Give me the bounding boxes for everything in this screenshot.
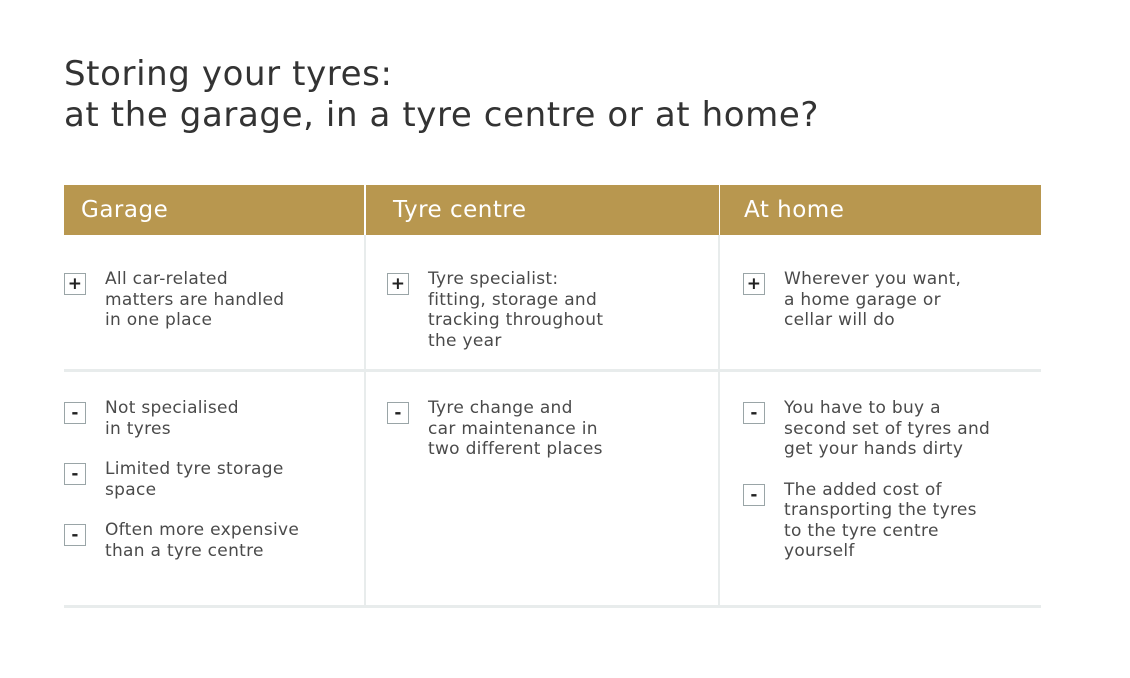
minus-icon: - <box>64 402 86 424</box>
column-header-garage: Garage <box>64 185 364 235</box>
page-title-line-2: at the garage, in a tyre centre or at home? <box>64 95 820 135</box>
pros-cell-at-home <box>743 269 1038 351</box>
column-divider <box>364 235 366 608</box>
cons-cell-garage <box>64 398 354 581</box>
page-title-line-1: Storing your tyres: <box>64 54 393 94</box>
page-title <box>64 54 819 136</box>
con-item-text: You have to buy a second set of tyres and get your hands dirty <box>784 398 991 459</box>
minus-icon: - <box>387 402 409 424</box>
pro-item <box>743 269 1038 331</box>
pros-cell-garage <box>64 269 354 351</box>
minus-icon: - <box>743 402 765 424</box>
cons-cell-at-home <box>743 398 1038 582</box>
con-item <box>743 480 1038 562</box>
cons-cell-tyre-centre <box>387 398 707 480</box>
column-header-at-home: At home <box>720 185 1041 235</box>
con-item-text: Often more expensive than a tyre centre <box>105 520 300 561</box>
plus-icon: + <box>387 273 409 295</box>
pro-item <box>64 269 354 331</box>
minus-icon: - <box>64 524 86 546</box>
column-header-tyre-centre: Tyre centre <box>366 185 719 235</box>
con-item <box>64 398 354 439</box>
con-item-text: Tyre change and car maintenance in two different places <box>428 398 603 459</box>
con-item <box>387 398 707 460</box>
pro-item-text: Wherever you want, a home garage or cellar will do <box>784 269 962 330</box>
comparison-table <box>64 185 1041 608</box>
plus-icon: + <box>64 273 86 295</box>
table-bottom-border <box>64 605 1041 608</box>
minus-icon: - <box>64 463 86 485</box>
pro-item-text: Tyre specialist: fitting, storage and tracking throughout the year <box>428 269 604 351</box>
con-item <box>743 398 1038 460</box>
con-item <box>64 459 354 500</box>
plus-icon: + <box>743 273 765 295</box>
pros-cell-tyre-centre <box>387 269 707 371</box>
minus-icon: - <box>743 484 765 506</box>
con-item-text: The added cost of transporting the tyres to the tyre centre yourself <box>784 479 977 561</box>
pro-item-text: All car-related matters are handled in one place <box>105 269 285 330</box>
column-divider <box>718 235 720 608</box>
con-item <box>64 520 354 561</box>
con-item-text: Limited tyre storage space <box>105 459 284 500</box>
con-item-text: Not specialised in tyres <box>105 398 239 439</box>
pro-item <box>387 269 707 351</box>
